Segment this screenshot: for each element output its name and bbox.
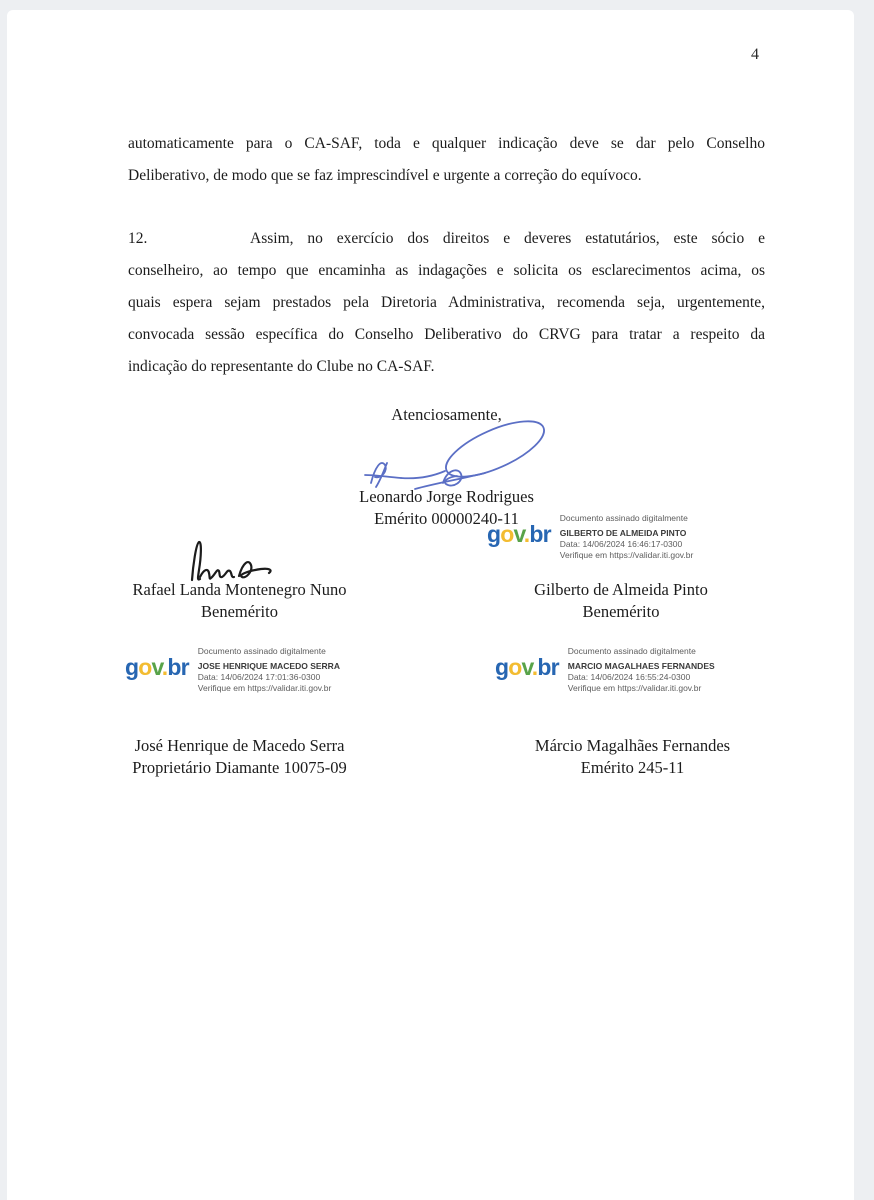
document-page bbox=[7, 10, 854, 1200]
closing-salutation: Atenciosamente, bbox=[391, 405, 502, 424]
text-line: conselheiro, ao tempo que encaminha as indagações e solicita os esclarecimentos acima, os bbox=[128, 262, 765, 279]
govbr-stamp-marcio bbox=[495, 646, 715, 694]
govbr-logo-icon bbox=[495, 656, 559, 679]
paragraph-12 bbox=[128, 223, 765, 383]
stamp-date: Data: 14/06/2024 16:55:24-0300 bbox=[567, 672, 691, 682]
govbr-dot: . bbox=[161, 654, 168, 680]
stamp-text bbox=[560, 513, 694, 561]
govbr-dot: . bbox=[531, 654, 538, 680]
govbr-letter-v: v bbox=[521, 654, 532, 680]
page-number: 4 bbox=[751, 46, 759, 63]
govbr-letters-br: br bbox=[537, 654, 559, 680]
stamp-signer-name: MARCIO MAGALHAES FERNANDES bbox=[567, 661, 715, 671]
signer-jose bbox=[62, 735, 417, 779]
govbr-logo-icon bbox=[125, 656, 189, 679]
stamp-verify-url: Verifique em https://validar.iti.gov.br bbox=[197, 683, 332, 693]
text-line: quais espera sejam prestados pela Diretoria Administrativa, recomenda seja, urgentemente, bbox=[128, 294, 765, 311]
stamp-verify-url: Verifique em https://validar.iti.gov.br bbox=[567, 683, 702, 693]
govbr-logo-icon bbox=[487, 523, 551, 546]
stamp-header: Documento assinado digitalmente bbox=[559, 513, 688, 523]
signer-title: Emérito 00000240-11 bbox=[374, 509, 519, 528]
stamp-header: Documento assinado digitalmente bbox=[197, 646, 326, 656]
stamp-text bbox=[198, 646, 340, 694]
signer-name: Gilberto de Almeida Pinto bbox=[534, 580, 708, 599]
govbr-letter-o: o bbox=[500, 521, 514, 547]
text-line bbox=[128, 223, 765, 255]
item-number: 12. bbox=[128, 230, 148, 247]
govbr-dot: . bbox=[523, 521, 530, 547]
text-line: indicação do representante do Clube no CA-SAF. bbox=[128, 358, 435, 375]
signer-gilberto bbox=[445, 579, 797, 623]
stamp-signer-name: JOSE HENRIQUE MACEDO SERRA bbox=[197, 661, 340, 671]
stamp-text bbox=[568, 646, 715, 694]
text-line: convocada sessão específica do Conselho Deliberativo do CRVG para tratar a respeito da bbox=[128, 326, 765, 343]
stamp-date: Data: 14/06/2024 17:01:36-0300 bbox=[197, 672, 321, 682]
govbr-letter-g: g bbox=[495, 654, 509, 680]
text-line: Deliberativo, de modo que se faz imprescindível e urgente a correção do equívoco. bbox=[128, 167, 642, 184]
stamp-verify-url: Verifique em https://validar.iti.gov.br bbox=[559, 550, 694, 560]
signer-name: Rafael Landa Montenegro Nuno bbox=[132, 580, 347, 599]
govbr-letter-g: g bbox=[125, 654, 139, 680]
text-line: automaticamente para o CA-SAF, toda e qualquer indicação deve se dar pelo Conselho bbox=[128, 135, 765, 152]
signer-title: Emérito 245-11 bbox=[580, 758, 685, 777]
govbr-stamp-jose bbox=[125, 646, 340, 694]
govbr-letter-v: v bbox=[513, 521, 524, 547]
signer-title: Benemérito bbox=[201, 602, 278, 621]
signer-title: Benemérito bbox=[582, 602, 660, 621]
govbr-letter-o: o bbox=[138, 654, 152, 680]
stamp-date: Data: 14/06/2024 16:46:17-0300 bbox=[559, 539, 683, 549]
signer-title: Proprietário Diamante 10075-09 bbox=[132, 758, 347, 777]
stamp-header: Documento assinado digitalmente bbox=[567, 646, 696, 656]
signer-name: Leonardo Jorge Rodrigues bbox=[359, 487, 534, 506]
paragraph-1 bbox=[128, 128, 765, 192]
govbr-letter-v: v bbox=[151, 654, 162, 680]
govbr-stamp-gilberto bbox=[487, 513, 693, 561]
govbr-letter-o: o bbox=[508, 654, 522, 680]
text-line-content: Assim, no exercício dos direitos e deveres estatutários, este sócio e bbox=[250, 230, 765, 247]
stamp-signer-name: GILBERTO DE ALMEIDA PINTO bbox=[559, 528, 687, 538]
signer-name: Márcio Magalhães Fernandes bbox=[534, 736, 731, 755]
signer-name: José Henrique de Macedo Serra bbox=[134, 736, 345, 755]
govbr-letters-br: br bbox=[167, 654, 189, 680]
signer-rafael bbox=[62, 579, 417, 623]
signer-marcio bbox=[455, 735, 810, 779]
govbr-letters-br: br bbox=[529, 521, 551, 547]
govbr-letter-g: g bbox=[487, 521, 501, 547]
